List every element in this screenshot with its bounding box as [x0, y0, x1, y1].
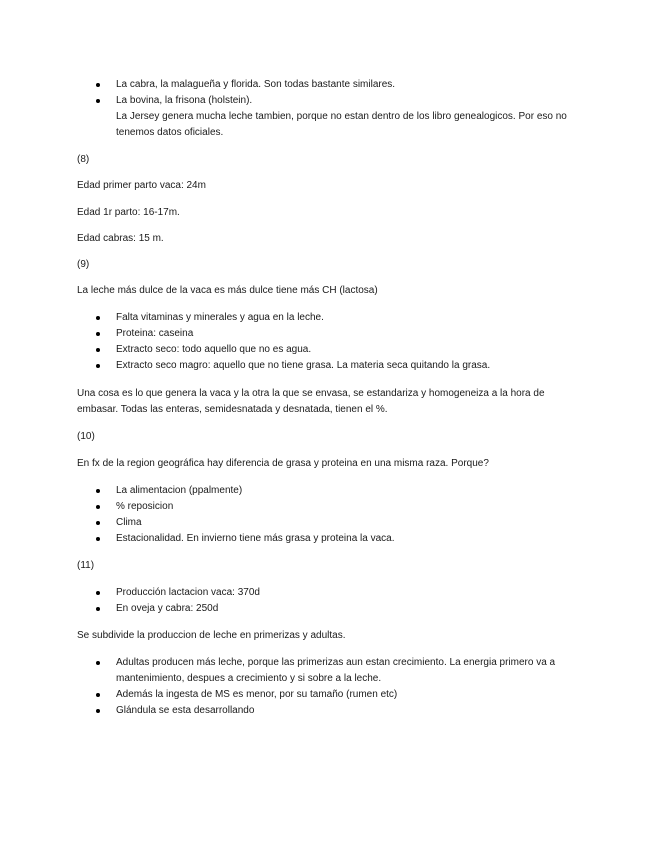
list-item [0, 601, 586, 617]
bullet-icon [96, 99, 100, 103]
bullet-icon [96, 348, 100, 352]
list-item-text: Glándula se esta desarrollando [116, 705, 255, 716]
components-list [0, 310, 655, 374]
list-item-text: Extracto seco: todo aquello que no es agua. [116, 344, 312, 355]
list-item [0, 342, 586, 358]
list-item-text: Producción lactacion vaca: 370d [116, 587, 260, 598]
bullet-icon [96, 364, 100, 368]
list-item-text: Además la ingesta de MS es menor, por su tamaño (rumen etc) [116, 689, 398, 700]
section-heading-9: (9) [77, 259, 90, 270]
paragraph-leche-dulce: La leche más dulce de la vaca es más dulce tiene más CH (lactosa) [77, 285, 378, 296]
bullet-icon [96, 537, 100, 541]
bullet-icon [96, 607, 100, 611]
bullet-icon [96, 316, 100, 320]
list-item-text: Clima [116, 517, 142, 528]
lactation-list [0, 585, 655, 617]
section-heading-8: (8) [77, 154, 90, 165]
list-item-note: La Jersey genera mucha leche tambien, porque no estan dentro de los libro genealogicos. Por eso no tenemos datos oficiales. [116, 111, 567, 138]
paragraph-subdivide: Se subdivide la produccion de leche en primerizas y adultas. [77, 630, 346, 641]
list-item-text: En oveja y cabra: 250d [116, 603, 219, 614]
bullet-icon [96, 83, 100, 87]
paragraph-edad-vaca: Edad primer parto vaca: 24m [77, 180, 206, 191]
bullet-icon [96, 591, 100, 595]
list-item-text: % reposicion [116, 501, 174, 512]
list-item [0, 687, 586, 703]
list-item-text: La bovina, la frisona (holstein). [116, 95, 253, 106]
list-item [0, 358, 586, 374]
list-item [0, 515, 586, 531]
list-item [0, 77, 586, 93]
list-item [0, 326, 586, 342]
list-item-text: Adultas producen más leche, porque las primerizas aun estan crecimiento. La energia primero va a mantenimiento, despues a crecimiento y si sobre a la leche. [116, 657, 556, 684]
paragraph-edad-cabras: Edad cabras: 15 m. [77, 233, 164, 244]
section-heading-10: (10) [77, 431, 95, 442]
list-item [0, 531, 586, 547]
bullet-icon [96, 693, 100, 697]
bullet-icon [96, 661, 100, 665]
factors-list [0, 483, 655, 547]
list-item-text: Falta vitaminas y minerales y agua en la leche. [116, 312, 324, 323]
list-item-text: Estacionalidad. En invierno tiene más grasa y proteina la vaca. [116, 533, 395, 544]
bullet-icon [96, 332, 100, 336]
paragraph-una-cosa: Una cosa es lo que genera la vaca y la otra la que se envasa, se estandariza y homogeneiza a la hora de embasar. Todas las enteras, semidesnatada y desnatada, tienen el %. [77, 388, 545, 415]
bullet-icon [96, 489, 100, 493]
list-item [0, 703, 586, 719]
list-item-text: Extracto seco magro: aquello que no tiene grasa. La materia seca quitando la grasa. [116, 360, 491, 371]
paragraph-edad-1r: Edad 1r parto: 16-17m. [77, 207, 180, 218]
list-item-text: Proteina: caseina [116, 328, 194, 339]
list-item [0, 310, 586, 326]
breeds-list [0, 77, 655, 141]
section-heading-11: (11) [77, 560, 95, 571]
list-item-text: La alimentacion (ppalmente) [116, 485, 243, 496]
bullet-icon [96, 709, 100, 713]
paragraph-region: En fx de la region geográfica hay diferencia de grasa y proteina en una misma raza. Porque? [77, 458, 489, 469]
bullet-icon [96, 505, 100, 509]
list-item [0, 499, 586, 515]
list-item [0, 93, 586, 141]
list-item [0, 483, 586, 499]
list-item [0, 655, 586, 687]
primerizas-list [0, 655, 655, 719]
list-item [0, 585, 586, 601]
bullet-icon [96, 521, 100, 525]
list-item-text: La cabra, la malagueña y florida. Son todas bastante similares. [116, 79, 396, 90]
